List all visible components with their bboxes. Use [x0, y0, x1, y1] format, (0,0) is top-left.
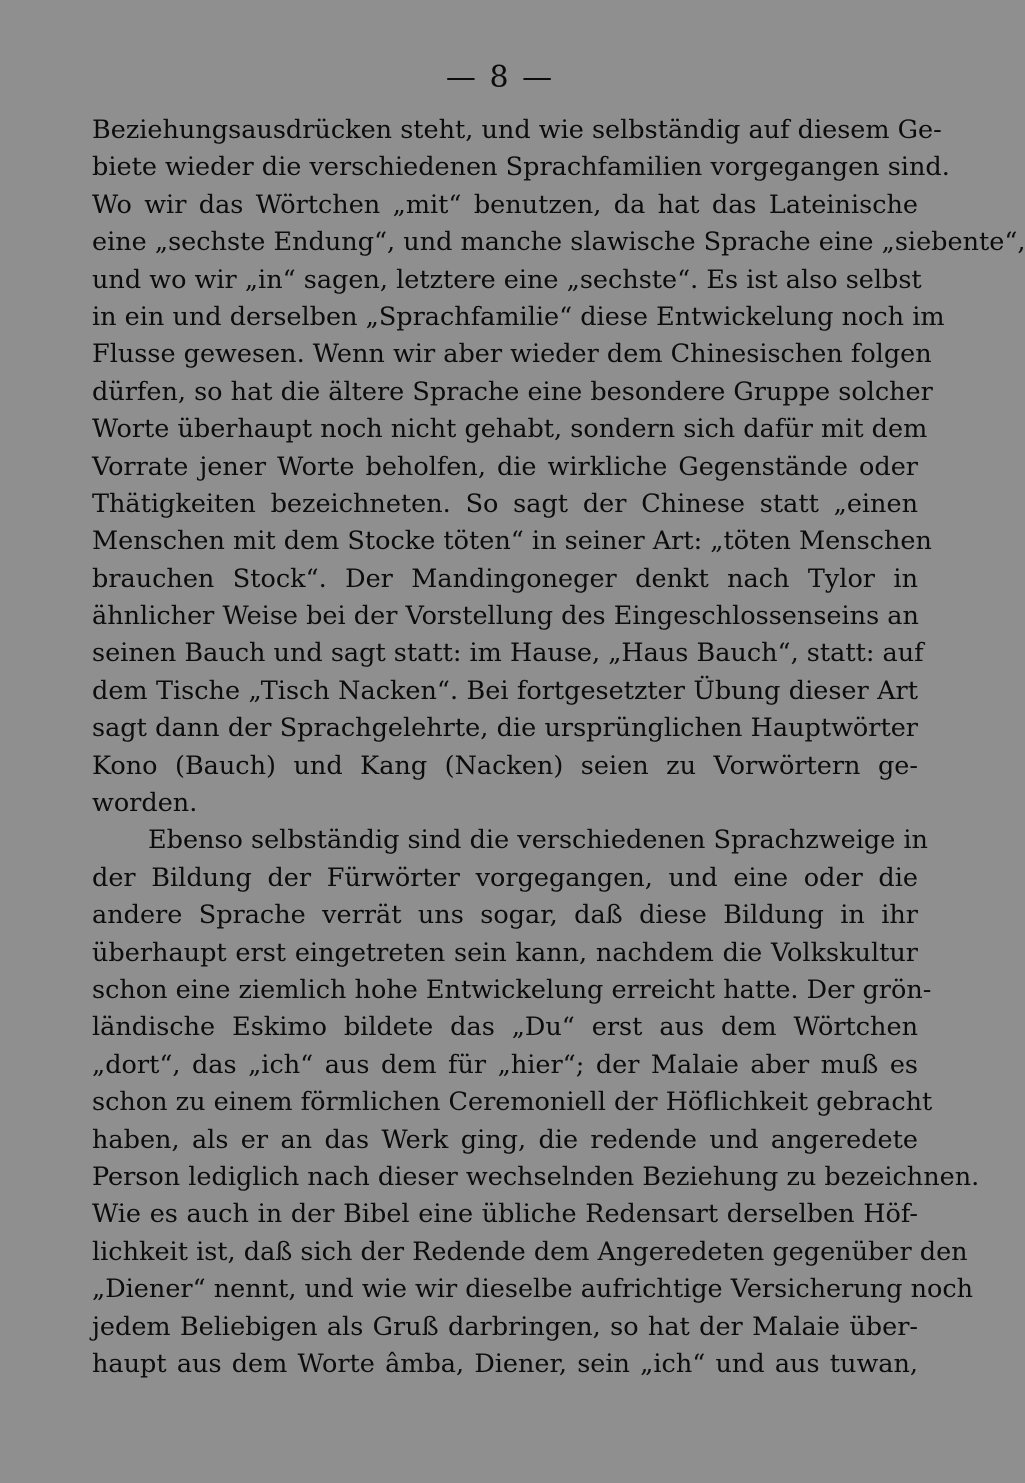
text-line: Wie es auch in der Bibel eine übliche Redensart derselben Höf- [92, 1199, 918, 1230]
text-line: schon eine ziemlich hohe Entwickelung erreicht hatte. Der grön- [92, 974, 932, 1005]
page-number: — 8 — [445, 60, 555, 95]
text-line: Beziehungsausdrücken steht, und wie selbständig auf diesem Ge- [92, 115, 942, 145]
text-line: Flusse gewesen. Wenn wir aber wieder dem Chinesischen folgen [92, 339, 932, 370]
text-line: in ein und derselben „Sprachfamilie“ diese Entwickelung noch im [92, 301, 945, 332]
text-line: ländische Eskimo bildete das „Du“ erst aus dem Wörtchen [92, 1012, 918, 1043]
text-line: dürfen, so hat die ältere Sprache eine besondere Gruppe solcher [92, 376, 933, 407]
text-line: ähnlicher Weise bei der Vorstellung des Eingeschlossenseins an [92, 601, 919, 632]
text-line: seinen Bauch und sagt statt: im Hause, „Haus Bauch“, statt: auf [92, 638, 924, 669]
text-line: jedem Beliebigen als Gruß darbringen, so hat der Malaie über- [92, 1311, 918, 1342]
text-line: haben, als er an das Werk ging, die redende und angeredete [92, 1124, 918, 1155]
text-line: lichkeit ist, daß sich der Redende dem Angeredeten gegenüber den [92, 1236, 968, 1267]
text-line: haupt aus dem Worte âmba, Diener, sein „ich“ und aus tuwan, [92, 1348, 918, 1379]
text-line: sagt dann der Sprachgelehrte, die ursprünglichen Hauptwörter [92, 713, 918, 744]
text-line: „dort“, das „ich“ aus dem für „hier“; der Malaie aber muß es [92, 1049, 918, 1080]
text-line: Wo wir das Wörtchen „mit“ benutzen, da hat das Lateinische [92, 189, 918, 220]
text-line: Menschen mit dem Stocke töten“ in seiner Art: „töten Menschen [92, 526, 932, 557]
text-line: andere Sprache verrät uns sogar, daß diese Bildung in ihr [92, 900, 918, 931]
text-line: worden. [92, 788, 198, 819]
text-line: überhaupt erst eingetreten sein kann, nachdem die Volkskultur [92, 937, 918, 968]
text-line: „Diener“ nennt, und wie wir dieselbe aufrichtige Versicherung noch [92, 1274, 974, 1305]
body-text [92, 112, 1025, 1383]
text-line: Person lediglich nach dieser wechselnden Beziehung zu bezeichnen. [92, 1161, 980, 1192]
text-line: brauchen Stock“. Der Mandingoneger denkt nach Tylor in [92, 563, 918, 594]
text-line: der Bildung der Fürwörter vorgegangen, und eine oder die [92, 862, 918, 893]
text-line: Ebenso selbständig sind die verschiedenen Sprachzweige in [148, 825, 928, 856]
text-line: Kono (Bauch) und Kang (Nacken) seien zu Vorwörtern ge- [92, 750, 918, 781]
text-line: biete wieder die verschiedenen Sprachfamilien vorgegangen sind. [92, 152, 950, 183]
text-line: eine „sechste Endung“, und manche slawische Sprache eine „siebente“, [92, 227, 1025, 258]
text-line: Vorrate jener Worte beholfen, die wirkliche Gegenstände oder [92, 451, 918, 482]
text-line: und wo wir „in“ sagen, letztere eine „sechste“. Es ist also selbst [92, 264, 922, 295]
text-line: schon zu einem förmlichen Ceremoniell der Höflichkeit gebracht [92, 1087, 933, 1118]
text-line: Worte überhaupt noch nicht gehabt, sondern sich dafür mit dem [92, 414, 928, 445]
text-line: Thätigkeiten bezeichneten. So sagt der Chinese statt „einen [92, 488, 918, 519]
text-line: dem Tische „Tisch Nacken“. Bei fortgesetzter Übung dieser Art [92, 675, 918, 706]
